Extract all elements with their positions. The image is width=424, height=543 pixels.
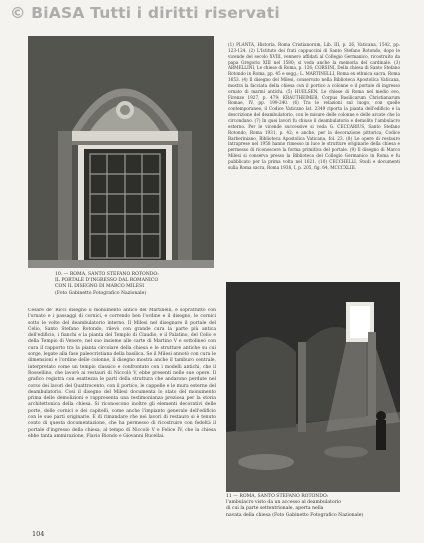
body-paragraph: Cesare de' Ricci disegnò il monumento antico del Martinelli, e soprattutto con l'ornato e i passaggi di cornici, e correndo ben l'ordine e il disegno, le cornici sotto le volte del deambulatorio interno. Il Milesi nel disegnare il portale del Celio, Santo Stefano Rotondo, rilevò con grande cura la parte più antica dell'edificio, i fianchi e la pianta del Templo di Claudio, e il Palatino, del Celio e della Tempio di Venere, nel suo insieme alle carte di Martino V e sottolineò con cura il rapporto tra la pianta circolare della chiesa e le strutture antiche su cui sorge, legate alla fase paleocristiana della basilica. Se il Milesi annotò con cura le dimensioni e l'ordine delle colonne, il disegno mostra anche il tamburo centrale, interpretato come un tempio classico e confrontato con i modelli antichi, che il Rossellino, che lavorò ai restauri di Niccolò V, ebbe presenti nelle sue opere. Il grafico registra con esattezza le parti della struttura che andarono perdute nel corso dei lavori del Quattrocento, con il portico, le cappelle e le mura esterne del deambulatorio. Così il disegno del Milesi documenta lo stato del monumento prima delle demolizioni e rappresenta una testimonianza preziosa per la storia architettonica della chiesa. Si riconoscono inoltre gli elementi decorativi delle porte, delle cornici e dei capitelli, come anche l'impianto generale dell'edificio con le sue parti originarie. E di rimandare che nei lavori di restauro si è tenuto conto di questa documentazione, che ha permesso di ricostruire con fedeltà il portale d'ingresso della chiesa, al tempo di Niccolò V e Felice IV, che la chiesa ebbe tanta ammirazione, Flavio Biondo e Giovanni Rucellai. <box>28 308 216 439</box>
portal-photo <box>28 36 214 268</box>
watermark: © BiASA Tutti i diritti riservati <box>10 4 280 22</box>
caption-line: di cui la parte settentrionale, aperta nella <box>226 506 324 512</box>
footnotes-text: (1) PLANTA, Historia, Roma Cristianorum, Lib. III, p. 26, Vaticana, 1542, pp. 123-124. (2) L'Istituto dei frati cappuccini di Santo Stefano Rotondo, dopo le vicende del secolo XVIII, vennero affidati al Collegio Germanico, ricostruito da papa Gregorio XIII nel 1580; si veda anche la memoria del cardinale. (3) ARMELLINI, Le chiese di Roma, p. 126; CORSINI, Della chiesa di Santo Stefano Rotondo in Roma, pp. 45 e segg.; L. MARTINELLI, Roma ex ethnica sacra, Roma 1653. (4) Il disegno del Milesi, conservato nella Biblioteca Apostolica Vaticana, mostra la facciata della chiesa con il portico a colonne e il portale di ingresso ornato di marmi antichi. (5) HUELSEN, Le chiese di Roma nel medio evo, Firenze 1927, p. 479; KRAUTHEIMER, Corpus Basilicarum Christianarum Romae, IV, pp. 199-240. (6) Tra le relazioni sul luogo, con quelle contemporanee, il Codice Vaticano lat. 2349 riporta la pianta dell'edificio e la descrizione del deambulatorio, con le misure delle colonne e delle arcate che lo circondano. (7) In quei lavori fu chiuso il deambulatorio e demolito l'ambulacro esterno. Per le vicende successive si veda G. CECCARIUS, Santo Stefano Rotondo, Roma 1931, p. 42; e anche, per la decorazione pittorica, Codice Barberiniano, Biblioteca Apostolica Vaticana, fol. 23. (8) Le opere di restauro intraprese nel 1958 hanno rimesso in luce le strutture originarie della chiesa e permesso di riconoscere la forma primitiva del portale. (9) Il disegno di Marco Milesi si conserva presso la Biblioteca del Collegio Germanico in Roma e fu pubblicato per la prima volta nel 1621. (10) CECCHELLI, Studi e documenti sulla Roma sacra, Roma 1938, I, p. 205, fig. 64, MCCCXLIII. <box>228 42 400 170</box>
caption-line: 10. — ROMA, SANTO STEFANO ROTONDO: <box>55 272 159 277</box>
caption-line: 11 — ROMA, SANTO STEFANO ROTONDO: <box>226 494 329 499</box>
portal-illustration <box>28 36 214 268</box>
caption-line: l'ambulacro visto da un accesso al deambulatorio <box>226 500 342 506</box>
caption-bottom <box>226 494 406 519</box>
page-number: 104 <box>32 530 45 538</box>
caption-line: CON IL DISEGNO DI MARCO MILESI <box>55 284 145 290</box>
footnotes-column <box>228 42 400 276</box>
caption-line: navata della chiesa (Foto Gabinetto Fotografico Nazionale) <box>226 512 364 518</box>
caption-line: (Foto Gabinetto Fotografico Nazionale) <box>55 290 147 296</box>
caption-line: IL PORTALE D'INGRESSO DAL ROMANICO <box>55 278 159 284</box>
body-text-column <box>28 308 216 534</box>
interior-photo <box>226 282 400 492</box>
caption-top <box>55 272 225 297</box>
interior-illustration <box>226 282 400 492</box>
